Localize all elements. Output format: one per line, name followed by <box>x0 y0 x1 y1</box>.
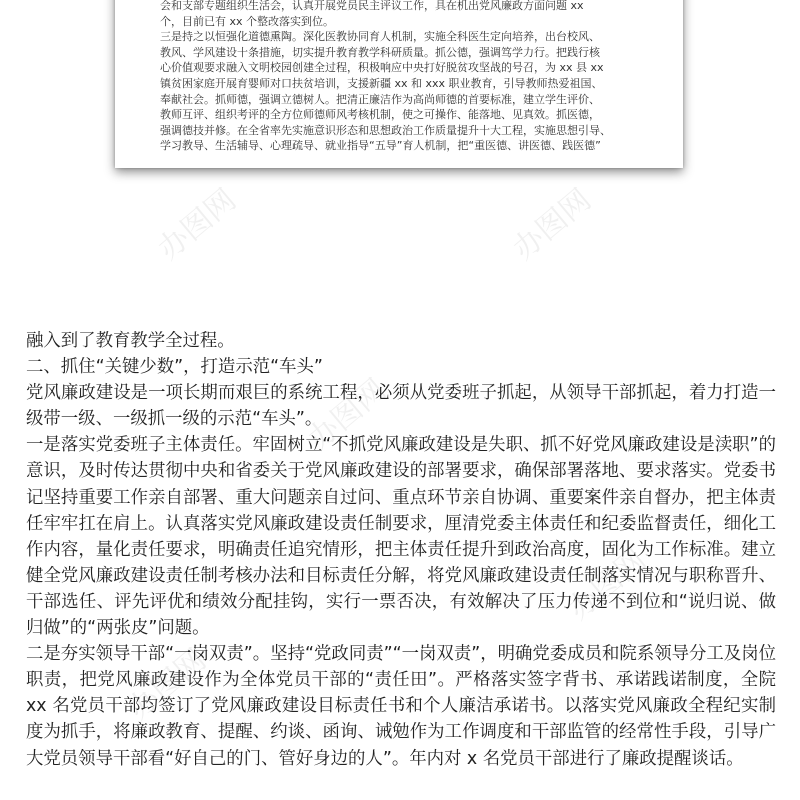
article-paragraph: 融入到了教育教学全过程。 <box>26 331 235 351</box>
watermark: 办图网 <box>121 642 213 728</box>
preview-line: 强调德技并修。在全省率先实施意识形态和思想政治工作质量提升十大工程，实施思想引导、 <box>160 123 611 137</box>
preview-line: 教风、学风建设十条措施，切实提升教育教学科研质量。抓公德，强调笃学力行。把践行核 <box>160 45 600 59</box>
preview-line: 会和支部专题组织生活会，认真开展党员民主评议工作，具在机出党风廉政方面问题 xx <box>160 0 584 12</box>
preview-line: 个，目前已有 xx 个整改落实到位。 <box>160 14 335 28</box>
preview-line: 教师互评、组织考评的全方位师德师风考核机制，使之可操作、能落地、见真效。抓医德， <box>160 108 600 122</box>
watermark: 办图网 <box>506 182 598 268</box>
watermark: 办图网 <box>561 542 653 628</box>
preview-line: 奉献社会。抓师德，强调立德树人。把清正廉洁作为高尚师德的首要标准，建立学生评价、 <box>160 92 600 106</box>
document-preview-card <box>115 0 683 168</box>
preview-line: 心价值观要求融入文明校园创建全过程，积极响应中央打好脱贫攻坚战的号召，为 xx 县 xx <box>160 61 604 75</box>
section-heading: 二、抓住“关键少数”，打造示范“车头” <box>26 357 323 378</box>
watermark: 办图网 <box>301 372 393 458</box>
preview-line: 镇贫困家庭开展育婴师对口扶贫培训，支援新疆 xx 和 xxx 职业教育，引导教师热爱祖国、 <box>160 76 603 90</box>
article-paragraph: 二是夯实领导干部“一岗双责”。坚持“党政同责”“一岗双责”，明确党委成员和院系领导分工及岗位职责，把党风廉政建设作为全体党员干部的“责任田”。严格落实签字背书、承诺践诺制度，全院 xx 名党员干部均签订了党风廉政建设目标责任书和个人廉洁承诺书。以落实党风廉政全程纪实制度为抓手，将廉政教育、提醒、约谈、函询、诫勉作为工作调度和干部监管的经常性手段，引导广大党员领导干部看“好自己的门、管好身边的人”。年内对 x 名党员干部进行了廉政提醒谈话。 <box>26 644 776 769</box>
preview-line: 学习教导、生活辅导、心理疏导、就业指导“五导”育人机制，把“重医德、讲医德、践医德” <box>160 139 601 153</box>
watermark: 办图网 <box>151 182 243 268</box>
article-paragraph: 一是落实党委班子主体责任。牢固树立“不抓党风廉政建设是失职、抓不好党风廉政建设是渎职”的意识，及时传达贯彻中央和省委关于党风廉政建设的部署要求，确保部署落地、要求落实。党委书记坚持重要工作亲自部署、重大问题亲自过问、重点环节亲自协调、重要案件亲自督办，把主体责任牢牢扛在肩上。认真落实党风廉政建设责任制要求，厘清党委主体责任和纪委监督责任，细化工作内容，量化责任要求，明确责任追究情形，把主体责任提升到政治高度，固化为工作标准。建立健全党风廉政建设责任制考核办法和目标责任分解，将党风廉政建设责任制落实情况与职称晋升、干部选任、评先评优和绩效分配挂钩，实行一票否决，有效解决了压力传递不到位和“说归说、做归做”的“两张皮”问题。 <box>26 435 776 639</box>
preview-text-block <box>160 0 638 154</box>
preview-line: 三是持之以恒强化道德熏陶。深化医教协同育人机制，实施全科医生定向培养，出台校风、 <box>160 30 600 44</box>
preview-area <box>0 0 800 268</box>
article-body <box>26 328 776 772</box>
article-paragraph: 党风廉政建设是一项长期而艰巨的系统工程，必须从党委班子抓起，从领导干部抓起，着力打造一级带一级、一级抓一级的示范“车头”。 <box>26 383 776 430</box>
